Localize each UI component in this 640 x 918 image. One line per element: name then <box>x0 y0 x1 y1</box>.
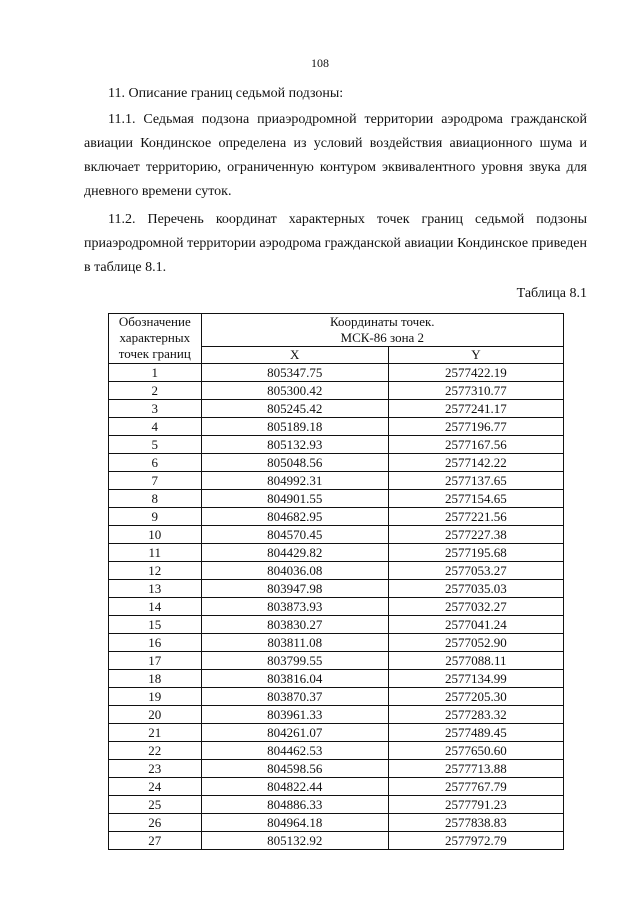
point-number-cell: 7 <box>109 472 202 490</box>
coordinates-table <box>108 313 564 850</box>
point-number-cell: 12 <box>109 562 202 580</box>
x-coordinate-cell: 804886.33 <box>201 796 388 814</box>
paragraph-11-1: 11.1. Седьмая подзона приаэродромной территории аэродрома гражданской авиации Кондинское определена из условий воздействия авиационного шума и включает территорию, ограниченную контуром эквивалентного уровня звука для дневного времени суток. <box>84 112 587 199</box>
point-number-cell: 21 <box>109 724 202 742</box>
table-row <box>109 490 564 508</box>
x-coordinate-cell: 804964.18 <box>201 814 388 832</box>
table-row <box>109 418 564 436</box>
header-coords-label <box>201 314 563 347</box>
x-coordinate-cell: 805132.92 <box>201 832 388 850</box>
coordinates-table-body <box>109 364 564 850</box>
x-coordinate-cell: 803830.27 <box>201 616 388 634</box>
y-coordinate-cell: 2577221.56 <box>388 508 563 526</box>
point-number-cell: 25 <box>109 796 202 814</box>
x-coordinate-cell: 803799.55 <box>201 652 388 670</box>
y-coordinate-cell: 2577137.65 <box>388 472 563 490</box>
point-number-cell: 27 <box>109 832 202 850</box>
table-row <box>109 832 564 850</box>
table-row <box>109 400 564 418</box>
x-coordinate-cell: 805347.75 <box>201 364 388 382</box>
point-number-cell: 19 <box>109 688 202 706</box>
x-coordinate-cell: 803961.33 <box>201 706 388 724</box>
x-coordinate-cell: 805245.42 <box>201 400 388 418</box>
header-x: X <box>201 347 388 364</box>
point-number-cell: 16 <box>109 634 202 652</box>
x-coordinate-cell: 803947.98 <box>201 580 388 598</box>
table-row <box>109 742 564 760</box>
y-coordinate-cell: 2577196.77 <box>388 418 563 436</box>
point-number-cell: 15 <box>109 616 202 634</box>
x-coordinate-cell: 805300.42 <box>201 382 388 400</box>
table-row <box>109 526 564 544</box>
point-number-cell: 5 <box>109 436 202 454</box>
point-number-cell: 20 <box>109 706 202 724</box>
y-coordinate-cell: 2577035.03 <box>388 580 563 598</box>
table-row <box>109 796 564 814</box>
x-coordinate-cell: 804462.53 <box>201 742 388 760</box>
table-row <box>109 778 564 796</box>
point-number-cell: 26 <box>109 814 202 832</box>
table-row <box>109 652 564 670</box>
table-row <box>109 760 564 778</box>
x-coordinate-cell: 804570.45 <box>201 526 388 544</box>
y-coordinate-cell: 2577142.22 <box>388 454 563 472</box>
x-coordinate-cell: 804901.55 <box>201 490 388 508</box>
table-row <box>109 562 564 580</box>
y-coordinate-cell: 2577650.60 <box>388 742 563 760</box>
y-coordinate-cell: 2577154.65 <box>388 490 563 508</box>
x-coordinate-cell: 803870.37 <box>201 688 388 706</box>
y-coordinate-cell: 2577713.88 <box>388 760 563 778</box>
y-coordinate-cell: 2577767.79 <box>388 778 563 796</box>
x-coordinate-cell: 804036.08 <box>201 562 388 580</box>
point-number-cell: 3 <box>109 400 202 418</box>
table-row <box>109 616 564 634</box>
table-row <box>109 544 564 562</box>
point-number-cell: 23 <box>109 760 202 778</box>
table-caption: Таблица 8.1 <box>516 286 587 301</box>
header-coords-line2: МСК-86 зона 2 <box>340 330 425 345</box>
y-coordinate-cell: 2577134.99 <box>388 670 563 688</box>
y-coordinate-cell: 2577052.90 <box>388 634 563 652</box>
point-number-cell: 4 <box>109 418 202 436</box>
section-heading: 11. Описание границ седьмой подзоны: <box>108 86 344 101</box>
x-coordinate-cell: 804598.56 <box>201 760 388 778</box>
x-coordinate-cell: 804822.44 <box>201 778 388 796</box>
y-coordinate-cell: 2577053.27 <box>388 562 563 580</box>
point-number-cell: 24 <box>109 778 202 796</box>
table-row <box>109 454 564 472</box>
x-coordinate-cell: 804682.95 <box>201 508 388 526</box>
header-coords-line1: Координаты точек. <box>330 314 435 329</box>
x-coordinate-cell: 803811.08 <box>201 634 388 652</box>
point-number-cell: 14 <box>109 598 202 616</box>
y-coordinate-cell: 2577422.19 <box>388 364 563 382</box>
x-coordinate-cell: 805048.56 <box>201 454 388 472</box>
y-coordinate-cell: 2577310.77 <box>388 382 563 400</box>
point-number-cell: 8 <box>109 490 202 508</box>
header-point-label: Обозначение характерных точек границ <box>109 314 202 364</box>
point-number-cell: 18 <box>109 670 202 688</box>
point-number-cell: 9 <box>109 508 202 526</box>
paragraph-11-2: 11.2. Перечень координат характерных точек границ седьмой подзоны приаэродромной территории аэродрома гражданской авиации Кондинское приведен в таблице 8.1. <box>84 212 587 275</box>
table-row <box>109 436 564 454</box>
x-coordinate-cell: 803816.04 <box>201 670 388 688</box>
point-number-cell: 17 <box>109 652 202 670</box>
point-number-cell: 10 <box>109 526 202 544</box>
table-row <box>109 580 564 598</box>
page-number: 108 <box>311 56 329 70</box>
y-coordinate-cell: 2577041.24 <box>388 616 563 634</box>
table-row <box>109 670 564 688</box>
y-coordinate-cell: 2577195.68 <box>388 544 563 562</box>
table-row <box>109 814 564 832</box>
point-number-cell: 11 <box>109 544 202 562</box>
point-number-cell: 1 <box>109 364 202 382</box>
x-coordinate-cell: 805189.18 <box>201 418 388 436</box>
y-coordinate-cell: 2577032.27 <box>388 598 563 616</box>
y-coordinate-cell: 2577088.11 <box>388 652 563 670</box>
y-coordinate-cell: 2577489.45 <box>388 724 563 742</box>
x-coordinate-cell: 804992.31 <box>201 472 388 490</box>
y-coordinate-cell: 2577227.38 <box>388 526 563 544</box>
y-coordinate-cell: 2577167.56 <box>388 436 563 454</box>
table-row <box>109 364 564 382</box>
point-number-cell: 6 <box>109 454 202 472</box>
x-coordinate-cell: 803873.93 <box>201 598 388 616</box>
table-row <box>109 508 564 526</box>
table-row <box>109 598 564 616</box>
table-row <box>109 634 564 652</box>
y-coordinate-cell: 2577283.32 <box>388 706 563 724</box>
y-coordinate-cell: 2577241.17 <box>388 400 563 418</box>
table-row <box>109 688 564 706</box>
point-number-cell: 22 <box>109 742 202 760</box>
table-row <box>109 382 564 400</box>
point-number-cell: 13 <box>109 580 202 598</box>
y-coordinate-cell: 2577205.30 <box>388 688 563 706</box>
point-number-cell: 2 <box>109 382 202 400</box>
y-coordinate-cell: 2577972.79 <box>388 832 563 850</box>
header-y: Y <box>388 347 563 364</box>
table-row <box>109 472 564 490</box>
x-coordinate-cell: 804429.82 <box>201 544 388 562</box>
y-coordinate-cell: 2577838.83 <box>388 814 563 832</box>
x-coordinate-cell: 805132.93 <box>201 436 388 454</box>
table-row <box>109 706 564 724</box>
x-coordinate-cell: 804261.07 <box>201 724 388 742</box>
table-row <box>109 724 564 742</box>
y-coordinate-cell: 2577791.23 <box>388 796 563 814</box>
